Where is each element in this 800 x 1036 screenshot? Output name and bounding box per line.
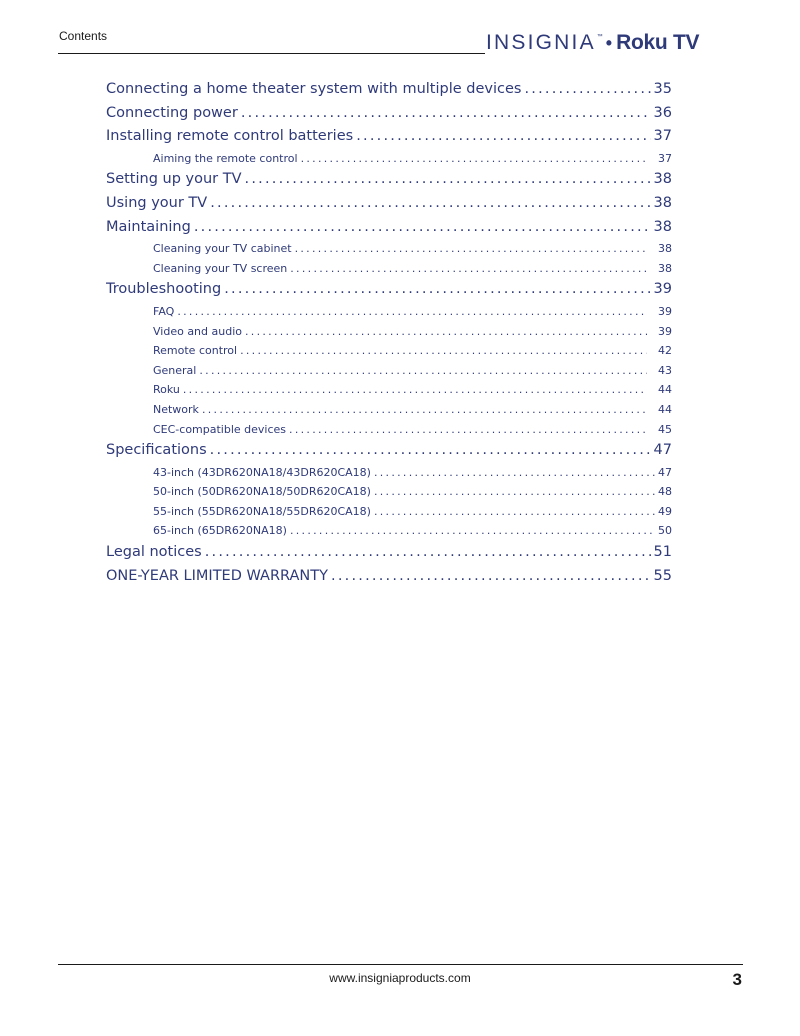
toc-entry[interactable] bbox=[106, 149, 672, 169]
brand-insignia: INSIGNIA bbox=[486, 31, 596, 54]
toc-leader-dots bbox=[202, 400, 647, 420]
toc-entry[interactable] bbox=[106, 322, 672, 342]
toc-entry-title: 50-inch (50DR620NA18/50DR620CA18) bbox=[153, 485, 371, 499]
toc-entry-page: 47 bbox=[653, 442, 672, 459]
toc-entry-title: Troubleshooting bbox=[106, 281, 222, 298]
toc-entry-page: 49 bbox=[658, 504, 672, 518]
toc-leader-dots bbox=[240, 341, 647, 361]
toc-entry-page: 39 bbox=[658, 324, 672, 338]
toc-entry-page: 47 bbox=[658, 465, 672, 479]
header-rule bbox=[58, 53, 485, 54]
toc-leader-dots bbox=[356, 125, 650, 149]
toc-entry-title: Installing remote control batteries bbox=[106, 128, 354, 145]
toc-leader-dots bbox=[210, 192, 650, 216]
toc-entry-title: 55-inch (55DR620NA18/55DR620CA18) bbox=[153, 504, 371, 518]
toc-entry-page: 45 bbox=[658, 422, 672, 436]
toc-leader-dots bbox=[245, 168, 651, 192]
toc-entry[interactable] bbox=[106, 302, 672, 322]
toc-entry-title: Remote control bbox=[153, 344, 238, 358]
toc-entry[interactable] bbox=[106, 125, 672, 149]
toc-entry-page: 42 bbox=[658, 344, 672, 358]
toc-entry-page: 39 bbox=[653, 281, 672, 298]
page-number: 3 bbox=[732, 970, 742, 989]
toc-leader-dots bbox=[241, 102, 651, 126]
toc-leader-dots bbox=[177, 302, 647, 322]
toc-entry-title: Connecting a home theater system with multiple devices bbox=[106, 81, 522, 97]
footer-rule bbox=[58, 964, 743, 965]
toc-leader-dots bbox=[374, 502, 655, 522]
toc-entry-title: Roku bbox=[153, 383, 180, 397]
toc-leader-dots bbox=[289, 420, 647, 440]
toc-entry-title: FAQ bbox=[153, 304, 175, 318]
toc-entry-page: 44 bbox=[658, 383, 672, 397]
toc-leader-dots bbox=[224, 278, 650, 302]
toc-entry[interactable] bbox=[106, 502, 672, 522]
toc-leader-dots bbox=[205, 541, 651, 565]
toc-entry-page: 50 bbox=[658, 524, 672, 538]
toc-entry[interactable] bbox=[106, 259, 672, 279]
toc-entry[interactable] bbox=[106, 341, 672, 361]
toc-entry-title: Specifications bbox=[106, 442, 207, 459]
toc-entry-title: 43-inch (43DR620NA18/43DR620CA18) bbox=[153, 465, 371, 479]
toc-entry[interactable] bbox=[106, 168, 672, 192]
toc-entry-page: 39 bbox=[658, 304, 672, 318]
toc-leader-dots bbox=[301, 149, 647, 169]
toc-entry-title: Cleaning your TV screen bbox=[153, 261, 288, 275]
toc-entry[interactable] bbox=[106, 565, 672, 589]
toc-entry[interactable] bbox=[106, 278, 672, 302]
toc-leader-dots bbox=[374, 463, 655, 483]
toc-entry-title: CEC-compatible devices bbox=[153, 422, 287, 436]
toc-entry[interactable] bbox=[106, 420, 672, 440]
brand-logo bbox=[486, 30, 699, 56]
toc-entry-page: 38 bbox=[653, 218, 672, 235]
toc-leader-dots bbox=[199, 361, 647, 381]
toc-leader-dots bbox=[290, 259, 647, 279]
toc-entry-title: General bbox=[153, 363, 197, 377]
toc-entry-page: 44 bbox=[658, 402, 672, 416]
toc-leader-dots bbox=[374, 482, 655, 502]
toc-leader-dots bbox=[524, 78, 650, 102]
toc-entry[interactable] bbox=[106, 482, 672, 502]
brand-roku-tv: Roku TV bbox=[616, 31, 700, 54]
toc-entry[interactable] bbox=[106, 216, 672, 240]
toc-leader-dots bbox=[295, 239, 647, 259]
toc-leader-dots bbox=[331, 565, 651, 589]
toc-entry-title: Connecting power bbox=[106, 104, 238, 121]
toc-entry-page: 38 bbox=[653, 194, 672, 211]
toc-entry[interactable] bbox=[106, 463, 672, 483]
toc-entry-page: 36 bbox=[653, 104, 672, 121]
toc-entry-title: Using your TV bbox=[106, 194, 208, 211]
toc-entry-page: 51 bbox=[653, 544, 672, 561]
toc-leader-dots bbox=[194, 216, 651, 240]
toc-entry-page: 55 bbox=[653, 567, 672, 584]
toc-entry[interactable] bbox=[106, 239, 672, 259]
toc-entry-title: Maintaining bbox=[106, 218, 191, 235]
toc-leader-dots bbox=[183, 380, 647, 400]
toc-leader-dots bbox=[210, 439, 651, 463]
toc-entry[interactable] bbox=[106, 78, 672, 102]
table-of-contents bbox=[106, 78, 672, 588]
toc-entry-title: Setting up your TV bbox=[106, 171, 242, 188]
section-label: Contents bbox=[59, 29, 108, 43]
toc-entry-title: Network bbox=[153, 402, 199, 416]
toc-entry-page: 38 bbox=[658, 242, 672, 256]
toc-entry-page: 48 bbox=[658, 485, 672, 499]
toc-entry-title: Cleaning your TV cabinet bbox=[153, 242, 292, 256]
toc-entry-title: Aiming the remote control bbox=[153, 151, 298, 165]
toc-entry[interactable] bbox=[106, 439, 672, 463]
brand-trademark: ™ bbox=[596, 34, 603, 40]
toc-leader-dots bbox=[245, 322, 647, 342]
toc-entry-page: 35 bbox=[653, 81, 672, 97]
brand-separator: • bbox=[605, 32, 613, 53]
footer-url[interactable]: www.insigniaproducts.com bbox=[329, 971, 471, 985]
toc-entry[interactable] bbox=[106, 102, 672, 126]
toc-entry-page: 38 bbox=[653, 171, 672, 188]
toc-entry[interactable] bbox=[106, 400, 672, 420]
toc-entry[interactable] bbox=[106, 541, 672, 565]
toc-entry-title: Video and audio bbox=[153, 324, 242, 338]
toc-entry-page: 37 bbox=[658, 151, 672, 165]
toc-entry-page: 37 bbox=[653, 128, 672, 145]
toc-entry-title: Legal notices bbox=[106, 544, 202, 561]
toc-leader-dots bbox=[290, 521, 655, 541]
toc-entry-page: 38 bbox=[658, 261, 672, 275]
toc-entry[interactable] bbox=[106, 380, 672, 400]
toc-entry[interactable] bbox=[106, 521, 672, 541]
toc-entry[interactable] bbox=[106, 192, 672, 216]
toc-entry[interactable] bbox=[106, 361, 672, 381]
toc-entry-title: ONE-YEAR LIMITED WARRANTY bbox=[106, 567, 328, 584]
toc-entry-page: 43 bbox=[658, 363, 672, 377]
toc-entry-title: 65-inch (65DR620NA18) bbox=[153, 524, 287, 538]
